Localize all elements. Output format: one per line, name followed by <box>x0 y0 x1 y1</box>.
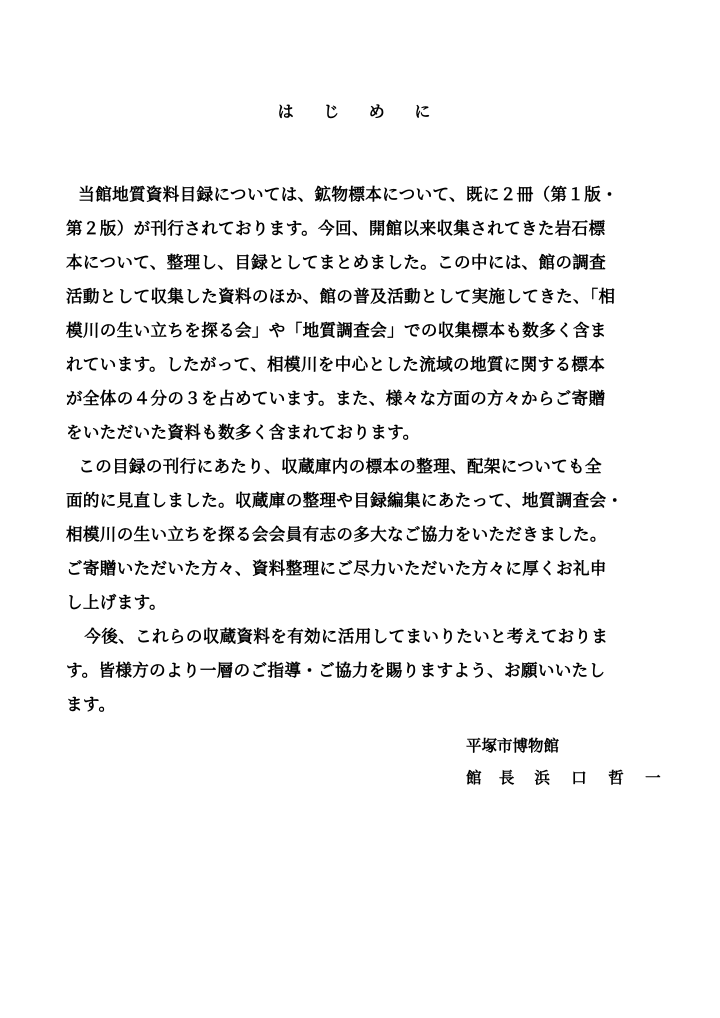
page-title: は じ め に <box>277 102 443 121</box>
text-line: が全体の４分の３を占めています。また、様々な方面の方々からご寄贈 <box>66 389 606 408</box>
text-line: 模川の生い立ちを探る会」や「地質調査会」での収集標本も数多く含ま <box>66 321 607 340</box>
text-line: 当館地質資料目録については、鉱物標本について、既に２冊（第１版・ <box>66 185 619 204</box>
text-line: す。皆様方のより一層のご指導・ご協力を賜りますよう、お願いいたし <box>66 661 606 680</box>
signature-name: 浜 口 哲 一 <box>534 769 669 787</box>
text-line: 今後、これらの収蔵資料を有効に活用してまいりたいと考えておりま <box>66 627 609 646</box>
text-line: れています。したがって、相模川を中心とした流域の地質に関する標本 <box>66 355 606 374</box>
text-line: 活動として収集した資料のほか、館の普及活動として実施してきた、「相 <box>66 287 616 306</box>
text-line: 相模川の生い立ちを探る会会員有志の多大なご協力をいただきました。 <box>66 525 607 544</box>
text-line: この目録の刊行にあたり、収蔵庫内の標本の整理、配架についても全 <box>66 457 602 476</box>
signature-position: 館 長 <box>466 769 521 787</box>
text-line: をいただいた資料も数多く含まれております。 <box>66 423 420 442</box>
text-line: ご寄贈いただいた方々、資料整理にご尽力いただいた方々に厚くお礼申 <box>66 559 607 578</box>
signature-line <box>466 762 669 794</box>
text-line: 面的に見直しました。収蔵庫の整理や目録編集にあたって、地質調査会・ <box>66 491 624 510</box>
text-line: し上げます。 <box>66 593 167 612</box>
text-line: 本について、整理し、目録としてまとめました。この中には、館の調査 <box>66 253 607 272</box>
preface-body <box>66 178 660 722</box>
text-line: ます。 <box>66 695 116 714</box>
signature-block <box>466 730 669 794</box>
text-line: 第２版）が刊行されております。今回、開館以来収集されてきた岩石標 <box>66 219 606 238</box>
signature-organization: 平塚市博物館 <box>466 737 560 755</box>
